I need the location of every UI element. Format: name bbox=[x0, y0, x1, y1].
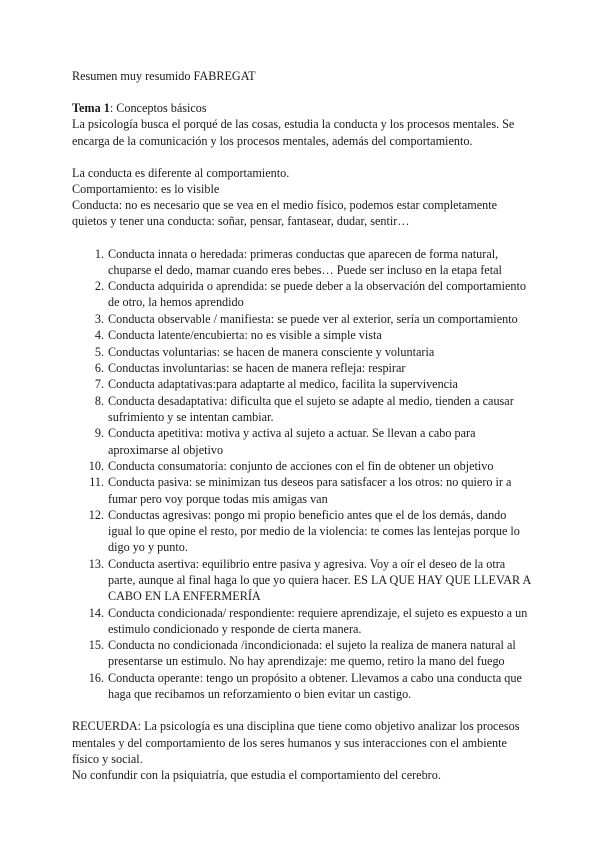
list-item-number: 3. bbox=[94, 311, 104, 326]
list-item bbox=[72, 670, 532, 702]
tema-heading bbox=[72, 100, 532, 116]
list-item-text: Conducta asertiva: equilibrio entre pasiva y agresiva. Voy a oír el deseo de la otra parte, aunque al final haga lo que yo quiera hacer. ES LA QUE HAY QUE LLEVAR A CABO EN LA ENFERMERÍA bbox=[108, 556, 531, 604]
list-item bbox=[72, 311, 532, 327]
list-item-text: Conducta consumatoria: conjunto de acciones con el fin de obtener un objetivo bbox=[108, 458, 494, 473]
list-item-text: Conductas agresivas: pongo mi propio beneficio antes que el de los demás, dando igual lo que opine el resto, por medio de la violencia: te comes las lentejas porque lo digo yo y punto. bbox=[108, 507, 520, 555]
list-item-number: 12. bbox=[88, 507, 104, 522]
list-item-text: Conducta no condicionada /incondicionada: el sujeto la realiza de manera natural al presentarse un estimulo. No hay aprendizaje: me quemo, retiro la mano del fuego bbox=[108, 638, 516, 669]
list-item-number: 5. bbox=[94, 344, 104, 359]
list-item-text: Conducta observable / manifiesta: se puede ver al exterior, sería un comportamiento bbox=[108, 311, 518, 326]
list-item bbox=[72, 278, 532, 310]
list-item-text: Conducta latente/encubierta: no es visible a simple vista bbox=[108, 328, 382, 343]
list-item-number: 11. bbox=[89, 475, 104, 490]
list-item bbox=[72, 458, 532, 474]
list-item bbox=[72, 360, 532, 376]
list-item bbox=[72, 556, 532, 605]
list-item-text: Conductas voluntarias: se hacen de manera consciente y voluntaria bbox=[108, 344, 435, 359]
list-item-text: Conducta adquirida o aprendida: se puede deber a la observación del comportamiento de otro, la hemos aprendido bbox=[108, 279, 526, 310]
list-item-number: 6. bbox=[94, 360, 104, 375]
list-item-text: Conducta condicionada/ respondiente: requiere aprendizaje, el sujeto es expuesto a un estimulo condicionado y responde de cierta manera. bbox=[108, 605, 528, 636]
list-item-number: 2. bbox=[94, 279, 104, 294]
tema-subtitle: : Conceptos básicos bbox=[109, 101, 207, 116]
list-item-text: Conducta desadaptativa: dificulta que el sujeto se adapte al medio, tienden a causar sufrimiento y se intentan cambiar. bbox=[108, 393, 514, 424]
conducta-definition: Conducta: no es necesario que se vea en el medio físico, podemos estar completamente quietos y tener una conducta: soñar, pensar, fantasear, dudar, sentir… bbox=[72, 198, 498, 229]
list-item bbox=[72, 637, 532, 669]
list-item-number: 15. bbox=[88, 638, 104, 653]
intro-paragraph: La psicología busca el porqué de las cosas, estudia la conducta y los procesos mentales. Se encarga de la comunicación y los procesos mentales, además del comportamiento. bbox=[72, 117, 515, 148]
conducta-types-list bbox=[72, 246, 532, 703]
document-page bbox=[72, 68, 532, 783]
list-item bbox=[72, 393, 532, 425]
doc-title: Resumen muy resumido FABREGAT bbox=[72, 69, 256, 83]
list-item-number: 4. bbox=[94, 328, 104, 343]
list-item-text: Conducta operante: tengo un propósito a obtener. Llevamos a cabo una conducta que haga que recibamos un reforzamiento o bien evitar un castigo. bbox=[108, 670, 522, 701]
list-item bbox=[72, 605, 532, 637]
list-item-number: 1. bbox=[94, 246, 104, 261]
recuerda-paragraph: RECUERDA: La psicología es una disciplina que tiene como objetivo analizar los procesos mentales y del comportamiento de los seres humanos y sus interacciones con el ambiente físico y social. bbox=[72, 719, 520, 766]
final-note: No confundir con la psiquiatría, que estudia el comportamiento del cerebro. bbox=[72, 767, 441, 782]
list-item-number: 10. bbox=[88, 458, 104, 473]
list-item-number: 9. bbox=[94, 426, 104, 441]
list-item-number: 7. bbox=[94, 377, 104, 392]
comportamiento-line: Comportamiento: es lo visible bbox=[72, 182, 220, 197]
list-item bbox=[72, 327, 532, 343]
list-item bbox=[72, 425, 532, 457]
list-item-text: Conducta innata o heredada: primeras conductas que aparecen de forma natural, chuparse el dedo, mamar cuando eres bebes… Puede ser incluso en la etapa fetal bbox=[108, 246, 502, 277]
list-item-number: 13. bbox=[88, 556, 104, 571]
tema-label: Tema 1 bbox=[72, 101, 110, 116]
list-item bbox=[72, 474, 532, 506]
list-item-text: Conductas involuntarias: se hacen de manera refleja: respirar bbox=[108, 360, 406, 375]
list-item-number: 8. bbox=[94, 393, 104, 408]
list-item bbox=[72, 507, 532, 556]
conducta-line: La conducta es diferente al comportamiento. bbox=[72, 165, 290, 180]
list-item bbox=[72, 246, 532, 278]
list-item-text: Conducta pasiva: se minimizan tus deseos para satisfacer a los otros: no quiero ir a fumar pero voy porque todas mis amigas van bbox=[108, 475, 512, 506]
list-item-number: 16. bbox=[88, 670, 104, 685]
list-item-number: 14. bbox=[88, 605, 104, 620]
list-item-text: Conducta adaptativas:para adaptarte al medico, facilita la supervivencia bbox=[108, 377, 458, 392]
list-item bbox=[72, 344, 532, 360]
list-item bbox=[72, 376, 532, 392]
list-item-text: Conducta apetitiva: motiva y activa al sujeto a actuar. Se llevan a cabo para aproximarse al objetivo bbox=[108, 426, 476, 457]
